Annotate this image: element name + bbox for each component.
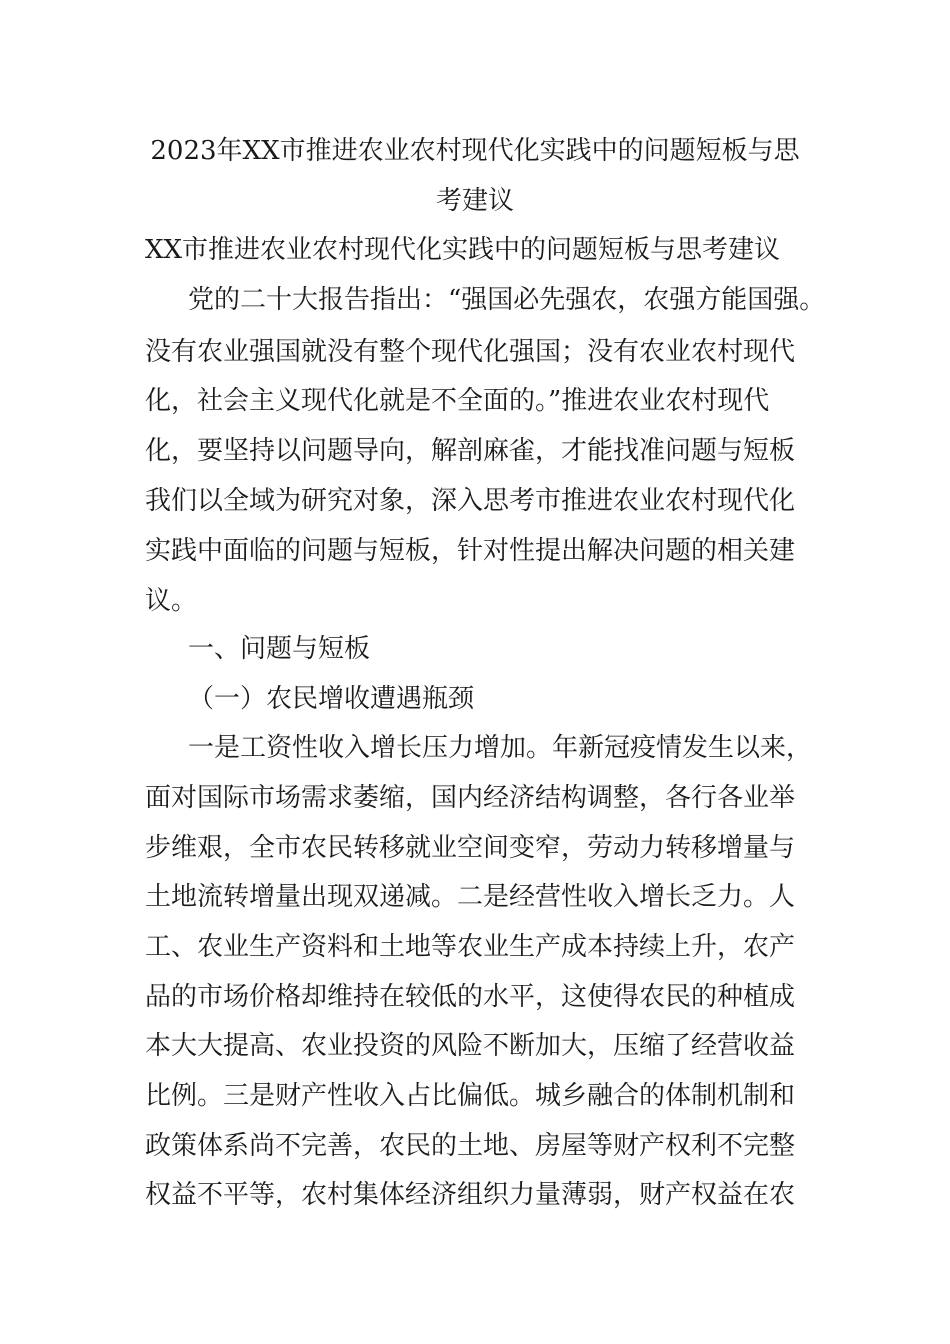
body-line: 面对国际市场需求萎缩，国内经济结构调整，各行各业举 xyxy=(145,783,796,813)
section-heading: 一、问题与短板 xyxy=(188,634,371,664)
intro-line: 没有农业强国就没有整个现代化强国；没有农业农村现代 xyxy=(145,337,796,367)
subsection-heading: （一）农民增收遭遇瓶颈 xyxy=(188,684,475,714)
intro-line: 化，社会主义现代化就是不全面的。”推进农业农村现代 xyxy=(145,386,770,416)
body-line: 一是工资性收入增长压力增加。年新冠疫情发生以来， xyxy=(188,733,813,763)
document-title-line-2: 考建议 xyxy=(435,186,514,216)
document-subtitle: XX市推进农业农村现代化实践中的问题短板与思考建议 xyxy=(145,235,781,265)
body-line: 工、农业生产资料和土地等农业生产成本持续上升，农产 xyxy=(145,932,796,962)
intro-line: 化，要坚持以问题导向，解剖麻雀，才能找准问题与短板 xyxy=(145,436,796,466)
body-line: 本大大提高、农业投资的风险不断加大，压缩了经营收益 xyxy=(145,1031,796,1061)
body-line: 品的市场价格却维持在较低的水平，这使得农民的种植成 xyxy=(145,982,796,1012)
body-line: 权益不平等，农村集体经济组织力量薄弱，财产权益在农 xyxy=(145,1180,796,1210)
body-line: 政策体系尚不完善，农民的土地、房屋等财产权利不完整 xyxy=(145,1131,796,1161)
document-title-line-1: 2023年XX市推进农业农村现代化实践中的问题短板与思 xyxy=(150,136,800,166)
intro-line: 我们以全域为研究对象，深入思考市推进农业农村现代化 xyxy=(145,486,796,516)
intro-line: 党的二十大报告指出：“强国必先强农，农强方能国强。 xyxy=(188,285,826,315)
body-line: 比例。三是财产性收入占比偏低。城乡融合的体制机制和 xyxy=(145,1081,796,1111)
intro-line: 实践中面临的问题与短板，针对性提出解决问题的相关建 xyxy=(145,536,796,566)
intro-line: 议。 xyxy=(145,586,198,616)
body-line: 土地流转增量出现双递减。二是经营性收入增长乏力。人 xyxy=(145,882,796,912)
body-line: 步维艰，全市农民转移就业空间变窄，劳动力转移增量与 xyxy=(145,833,796,863)
